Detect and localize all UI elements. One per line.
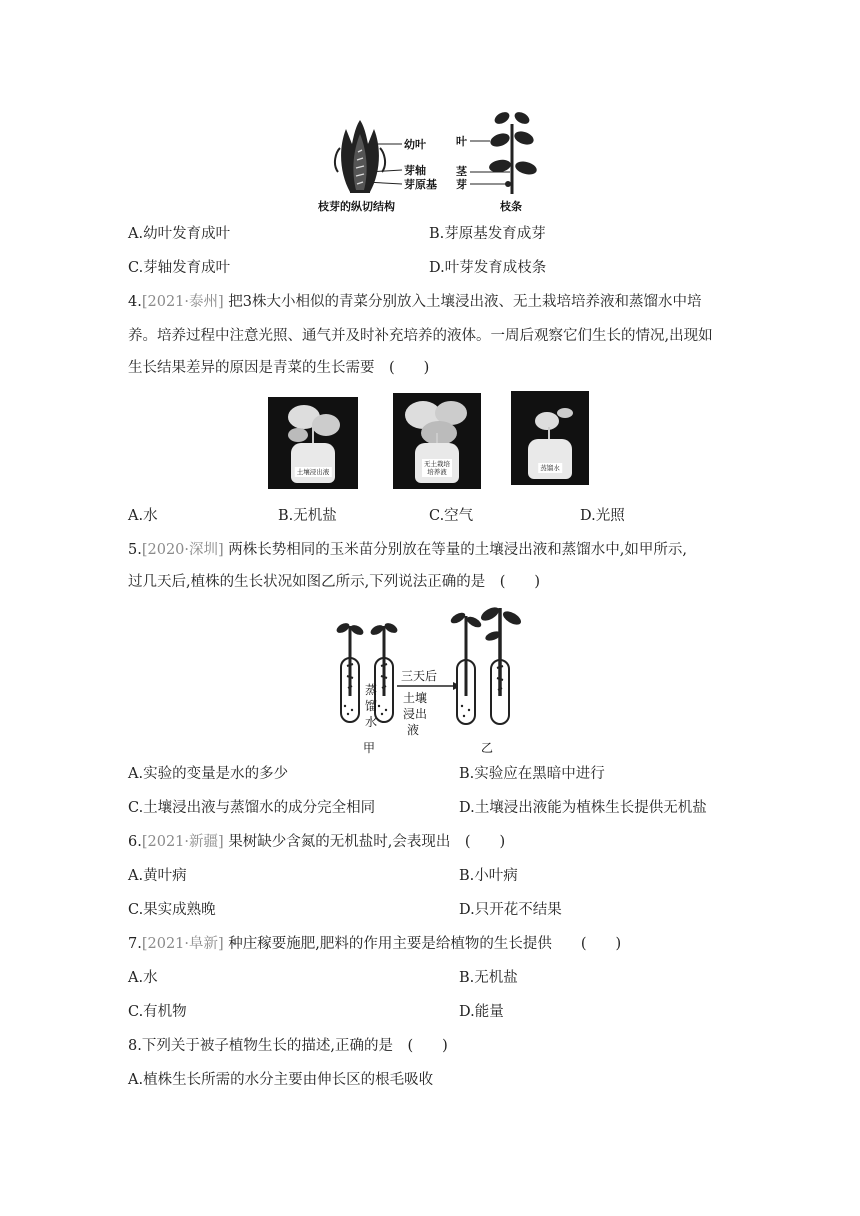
caption-branch: 枝条 [500, 200, 522, 213]
q7-number: 7. [128, 936, 142, 952]
q6-number: 6. [128, 834, 142, 850]
label-bud: 芽 [456, 178, 467, 191]
q4-photo-label-3: 蒸馏水 [540, 464, 560, 472]
q4-number: 4. [128, 294, 142, 310]
q3-option-a: A.幼叶发育成叶 [128, 226, 231, 242]
tube-group-yi [449, 606, 523, 724]
q4-photo-nutrient-solution [393, 393, 481, 489]
tube-right-line-1: 土壤 [403, 691, 428, 705]
q7-line [128, 934, 621, 954]
q5-test-tube-figure [325, 606, 535, 758]
q5-option-a: A.实验的变量是水的多少 [128, 766, 289, 782]
tube-right-line-3: 液 [407, 723, 420, 737]
q5-line1 [128, 540, 687, 560]
q8-option-a: A.植株生长所需的水分主要由伸长区的根毛吸收 [128, 1072, 434, 1088]
q8-stem: 8.下列关于被子植物生长的描述,正确的是 ( ) [128, 1038, 448, 1054]
caption-bud-section: 枝芽的纵切结构 [318, 200, 395, 213]
q6-option-c: C.果实成熟晚 [128, 902, 216, 918]
tube-right-line-2: 浸出 [403, 707, 428, 721]
q7-source-tag: [2021·阜新] [141, 936, 224, 952]
q4-photo-label-1: 土壤浸出液 [296, 468, 330, 476]
q4-option-a: A.水 [128, 508, 158, 524]
label-bud-primordium: 芽原基 [404, 178, 437, 191]
q5-stem-line1: 两株长势相同的玉米苗分别放在等量的土壤浸出液和蒸馏水中,如甲所示, [228, 542, 687, 558]
label-yi: 乙 [481, 741, 494, 755]
q5-option-c: C.土壤浸出液与蒸馏水的成分完全相同 [128, 800, 376, 816]
label-young-leaf: 幼叶 [404, 138, 426, 151]
label-jia: 甲 [363, 741, 376, 755]
q6-line [128, 832, 505, 852]
label-stem: 茎 [456, 165, 467, 178]
bud-section-drawing [335, 120, 402, 192]
q4-photo-soil-extract [268, 397, 358, 489]
q5-number: 5. [128, 542, 142, 558]
q4-source-tag: [2021·泰州] [141, 294, 224, 310]
q7-stem: 种庄稼要施肥,肥料的作用主要是给植物的生长提供 ( ) [228, 936, 622, 952]
q4-line1 [128, 292, 702, 312]
q3-option-b: B.芽原基发育成芽 [429, 226, 546, 242]
q4-stem-line3: 生长结果差异的原因是青菜的生长需要 ( ) [128, 360, 430, 376]
q5-option-b: B.实验应在黑暗中进行 [459, 766, 605, 782]
q4-photo-distilled-water [511, 391, 589, 485]
q4-stem-line2: 养。培养过程中注意光照、通气并及时补充培养的液体。一周后观察它们生长的情况,出现如 [128, 328, 713, 344]
q4-option-c: C.空气 [429, 508, 474, 524]
tube-left-char-1: 蒸 [365, 683, 378, 697]
label-leaf: 叶 [456, 135, 467, 148]
q6-option-d: D.只开花不结果 [459, 902, 562, 918]
q4-photo-label-2: 无土栽培 培养液 [424, 460, 450, 476]
label-bud-axis: 芽轴 [404, 164, 426, 177]
q3-option-d: D.叶芽发育成枝条 [429, 260, 547, 276]
bud-branch-figure [310, 104, 550, 216]
tube-left-char-3: 水 [365, 715, 378, 729]
branch-drawing [470, 110, 538, 194]
q7-option-d: D.能量 [459, 1004, 504, 1020]
q6-option-a: A.黄叶病 [128, 868, 187, 884]
q5-stem-line2: 过几天后,植株的生长状况如图乙所示,下列说法正确的是 ( ) [128, 574, 541, 590]
q6-stem: 果树缺少含氮的无机盐时,会表现出 ( ) [228, 834, 506, 850]
q4-option-d: D.光照 [580, 508, 625, 524]
tube-left-char-2: 馏 [365, 699, 378, 713]
arrow-label: 三天后 [401, 669, 438, 683]
q7-option-a: A.水 [128, 970, 158, 986]
q4-stem-line1: 把3株大小相似的青菜分别放入土壤浸出液、无土栽培培养液和蒸馏水中培 [228, 294, 702, 310]
q5-source-tag: [2020·深圳] [141, 542, 224, 558]
q6-option-b: B.小叶病 [459, 868, 518, 884]
q6-source-tag: [2021·新疆] [141, 834, 224, 850]
q7-option-c: C.有机物 [128, 1004, 187, 1020]
q5-option-d: D.土壤浸出液能为植株生长提供无机盐 [459, 800, 707, 816]
q7-option-b: B.无机盐 [459, 970, 518, 986]
q3-option-c: C.芽轴发育成叶 [128, 260, 231, 276]
q4-option-b: B.无机盐 [278, 508, 337, 524]
